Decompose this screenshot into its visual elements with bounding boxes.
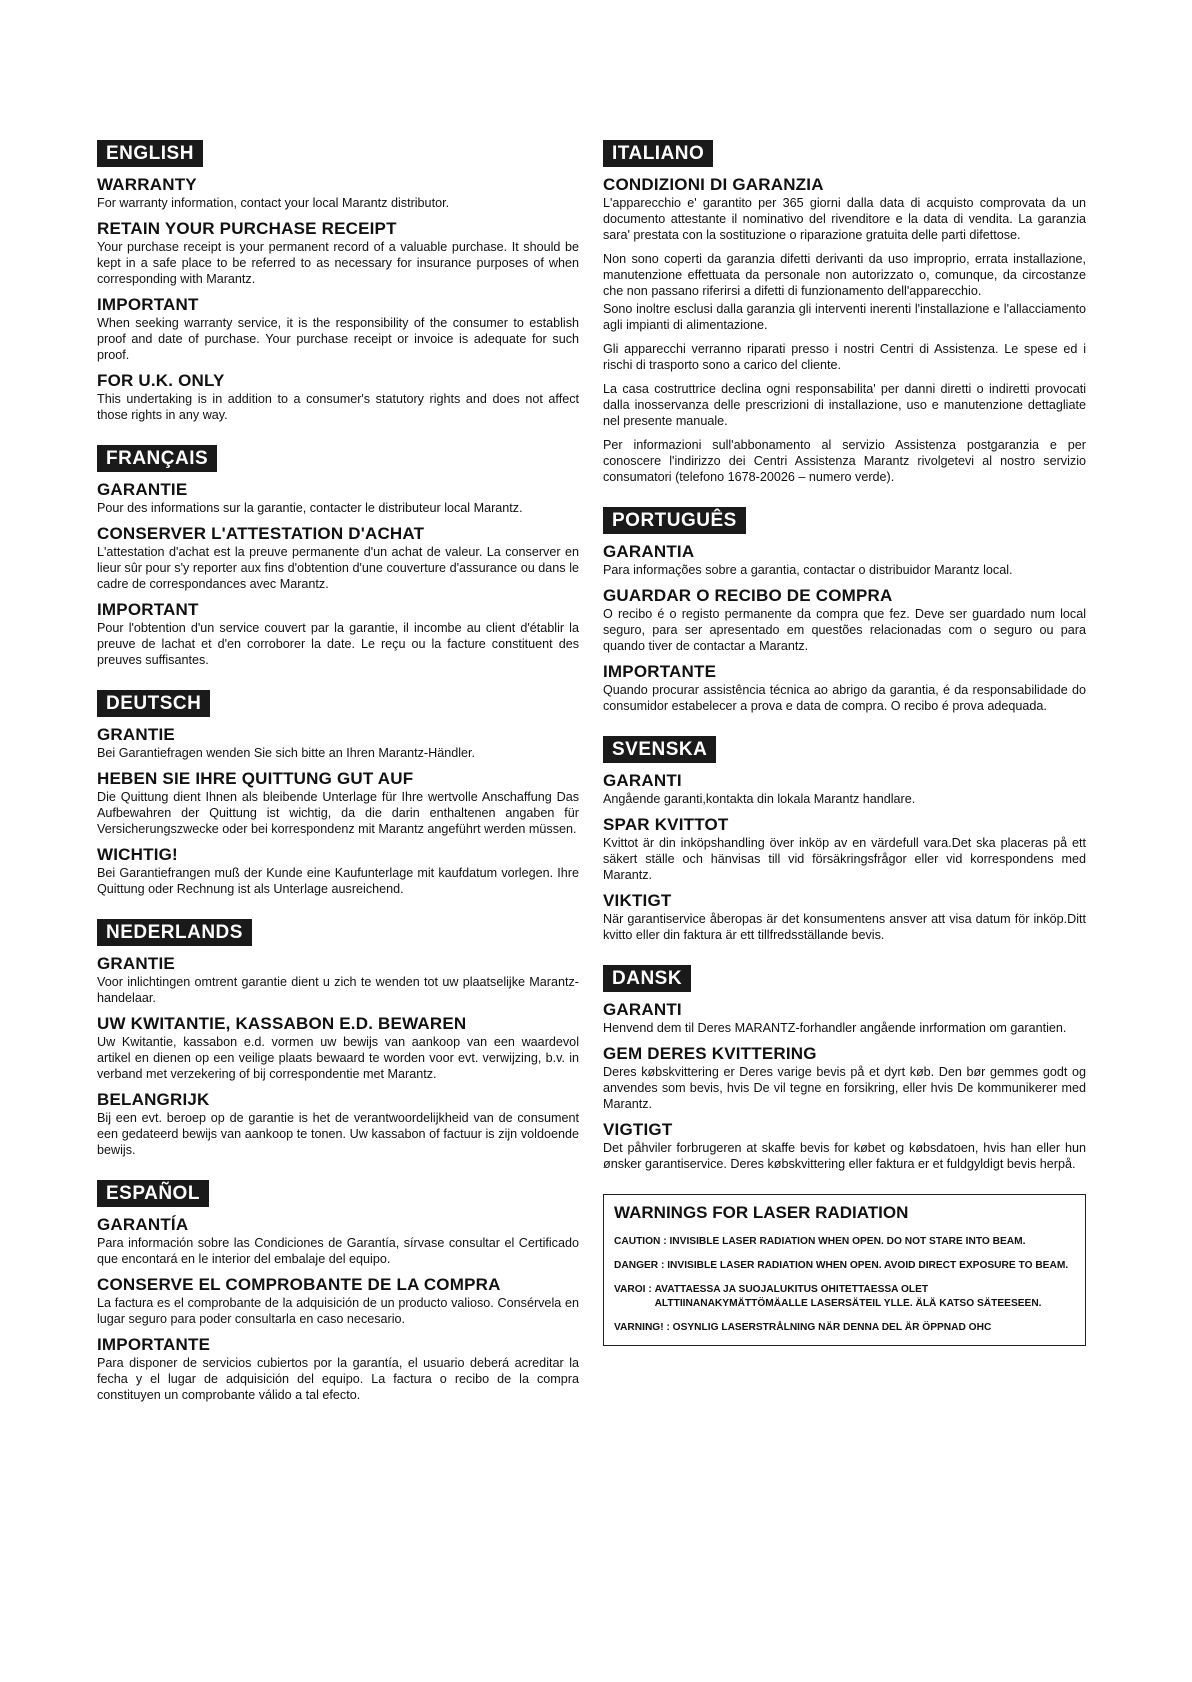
heading-uk-only: FOR U.K. ONLY: [97, 371, 225, 390]
heading-important-fr: IMPORTANT: [97, 600, 199, 619]
text-gem-kvittering: Deres købskvittering er Deres varige bevis på et dyrt køb. Den bør gemmes godt og anvendes som bevis, hvis De vil tegne en forsikring, eller hvis De kommunikerer med Marantz.: [603, 1065, 1086, 1111]
text-uk-only: This undertaking is in addition to a consumer's statutory rights and does not affect those rights in any way.: [97, 392, 579, 422]
heading-recibo: GUARDAR O RECIBO DE COMPRA: [603, 586, 893, 605]
heading-wichtig: WICHTIG!: [97, 845, 178, 864]
text-conserver: L'attestation d'achat est la preuve permanente d'un achat de valeur. La conserver en lieur sûr pour s'y reporter aux fins d'obtention d'une couverture d'assurance ou dans le cadre de correspondances avec Marantz.: [97, 545, 579, 591]
laser-varoi-label: VAROI :: [614, 1284, 652, 1295]
text-garantia-pt: Para informações sobre a garantia, contactar o distribuidor Marantz local.: [603, 563, 1013, 577]
heading-grantie-de: GRANTIE: [97, 725, 175, 744]
laser-caution: CAUTION : INVISIBLE LASER RADIATION WHEN OPEN. DO NOT STARE INTO BEAM.: [614, 1236, 1026, 1247]
heading-gem-kvittering: GEM DERES KVITTERING: [603, 1044, 817, 1063]
laser-danger-text: INVISIBLE LASER RADIATION WHEN OPEN. AVOID DIRECT EXPOSURE TO BEAM.: [667, 1260, 1069, 1271]
text-wichtig: Bei Garantiefrangen muß der Kunde eine Kaufunterlage mit kaufdatum vorlegen. Ihre Quittung oder Rechnung ist als Unterlage ausreichend.: [97, 866, 579, 896]
text-importante-es: Para disponer de servicios cubiertos por la garantía, el usuario deberá acreditar la fecha y el lugar de adquisición del equipo. La factura o recibo de la compra constituyen un comprobante válido a tal efecto.: [97, 1356, 579, 1402]
section-nederlands: [97, 919, 579, 1158]
language-label-espanol: ESPAÑOL: [97, 1180, 209, 1207]
laser-warning-title: WARNINGS FOR LASER RADIATION: [614, 1203, 909, 1222]
text-italiano-1: L'apparecchio e' garantito per 365 giorni dalla data di acquisto comprovata da un documento attestante il nominativo del rivenditore e la data di vendita. La garanzia sara' prestata con la sostituzione o riparazione gratuita delle parti difettose.: [603, 196, 1086, 242]
laser-varoi: [614, 1283, 1075, 1311]
text-warranty: For warranty information, contact your local Marantz distributor.: [97, 196, 450, 210]
laser-danger: [614, 1259, 1075, 1273]
text-kwitantie: Uw Kwitantie, kassabon e.d. vormen uw bewijs van aankoop van een waardevol artikel en dienen op een veilige plaats bewaard te worden voor evt. verwijzing, b.v. in verband met verzekering of bij correspondentie met Marantz.: [97, 1035, 579, 1081]
heading-grantie-nl: GRANTIE: [97, 954, 175, 973]
section-italiano: [603, 140, 1086, 485]
text-grantie-nl: Voor inlichtingen omtrent garantie dient u zich te wenden tot uw plaatselijke Marantz-handelaar.: [97, 975, 579, 1005]
language-label-italiano: ITALIANO: [603, 140, 713, 167]
text-important: When seeking warranty service, it is the responsibility of the consumer to establish proof and date of purchase. Your purchase receipt or invoice is adequate for such proof.: [97, 316, 579, 362]
heading-garantia-es: GARANTÍA: [97, 1215, 189, 1234]
heading-vigtigt: VIGTIGT: [603, 1120, 673, 1139]
section-english: [97, 140, 579, 423]
text-important-fr: Pour l'obtention d'un service couvert par la garantie, il incombe au client d'établir la preuve de lachat et d'en corroborer la date. Le reçu ou la facture constituent des preuves suffisantes.: [97, 621, 579, 667]
text-italiano-5: La casa costruttrice declina ogni responsabilita' per danni diretti o indiretti provocati dalla inosservanza delle prescrizioni di installazione, uso e manutenzione dettagliate nel presente manuale.: [603, 382, 1086, 428]
text-italiano-2: Non sono coperti da garanzia difetti derivanti da uso improprio, errata installazione, manutenzione effettuata da personale non autorizzato o, comunque, da circostanze che non passano riferirsi a difetti di funzionamento dell'apparecchio.: [603, 252, 1086, 298]
heading-garantia-pt: GARANTIA: [603, 542, 695, 561]
section-dansk: [603, 965, 1086, 1172]
laser-warning-box: [603, 1194, 1086, 1346]
heading-kwitantie: UW KWITANTIE, KASSABON E.D. BEWAREN: [97, 1014, 467, 1033]
text-garanti-sv: Angående garanti,kontakta din lokala Marantz handlare.: [603, 792, 916, 806]
section-deutsch: [97, 690, 579, 897]
laser-varning: VARNING! : OSYNLIG LASERSTRÅLNING NÄR DENNA DEL ÄR ÖPPNAD OHC: [614, 1322, 992, 1333]
language-label-nederlands: NEDERLANDS: [97, 919, 252, 946]
language-label-svenska: SVENSKA: [603, 736, 716, 763]
text-quittung: Die Quittung dient Ihnen als bleibende Unterlage für Ihre wertvolle Anschaffung Das Aufbewahren der Quittung ist wichtig, da die darin enthaltenen angaben für Versicherungszwecke oder bei korrespondenz mit Marantz angeführt werden müssen.: [97, 790, 579, 836]
text-italiano-3: Sono inoltre esclusi dalla garanzia gli interventi inerenti l'installazione e l'allacciamento agli impianti di alimentazione.: [603, 302, 1086, 332]
text-importante-pt: Quando procurar assistência técnica ao abrigo da garantia, é da responsabilidade do consumidor estabelecer a prova e data de compra. O recibo é prova adequada.: [603, 683, 1086, 713]
right-column: [603, 140, 1086, 1346]
heading-retain-receipt: RETAIN YOUR PURCHASE RECEIPT: [97, 219, 397, 238]
heading-spar-kvittot: SPAR KVITTOT: [603, 815, 729, 834]
laser-danger-label: DANGER :: [614, 1260, 665, 1271]
text-vigtigt: Det påhviler forbrugeren at skaffe bevis for købet og købsdatoen, hvis han eller hun ønsker garantiservice. Deres købskvittering eller faktura er et fuldgyldigt bevis herpå.: [603, 1141, 1086, 1171]
heading-important: IMPORTANT: [97, 295, 199, 314]
language-label-deutsch: DEUTSCH: [97, 690, 210, 717]
text-garantie: Pour des informations sur la garantie, contacter le distributeur local Marantz.: [97, 501, 523, 515]
heading-garantie: GARANTIE: [97, 480, 188, 499]
text-garantia-es: Para información sobre las Condiciones de Garantía, sírvase consultar el Certificado que encontará en le interior del embalaje del equipo.: [97, 1236, 579, 1266]
language-label-portugues: PORTUGUÊS: [603, 507, 746, 534]
text-viktigt: När garantiservice åberopas är det konsumentens ansver att visa datum för inköp.Ditt kvitto eller din faktura är ett tillfredsställande bevis.: [603, 912, 1086, 942]
laser-varoi-text: AVATTAESSA JA SUOJALUKITUS OHITETTAESSA OLET ALTTIINANAKYMÄTTÖMÄALLE LASERSÄTEIL YLLE. ÄLÄ KATSO SÄTEESEEN.: [654, 1284, 1042, 1309]
text-italiano-4: Gli apparecchi verranno riparati presso i nostri Centri di Assistenza. Le spese ed i rischi di trasporto sono a carico del cliente.: [603, 342, 1086, 372]
text-belangrijk: Bij een evt. beroep op de garantie is het de verantwoordelijkheid van de consument een gedateerd bewijs van aankoop te tonen. Uw kassabon of factuur is zijn voldoende bewijs.: [97, 1111, 579, 1157]
heading-garanti-da: GARANTI: [603, 1000, 682, 1019]
language-label-dansk: DANSK: [603, 965, 691, 992]
heading-garanti-sv: GARANTI: [603, 771, 682, 790]
heading-quittung: HEBEN SIE IHRE QUITTUNG GUT AUF: [97, 769, 414, 788]
section-svenska: [603, 736, 1086, 943]
heading-conserver: CONSERVER L'ATTESTATION D'ACHAT: [97, 524, 425, 543]
left-column: [97, 140, 579, 1425]
heading-importante-es: IMPORTANTE: [97, 1335, 211, 1354]
heading-importante-pt: IMPORTANTE: [603, 662, 717, 681]
text-comprobante: La factura es el comprobante de la adquisición de un producto valioso. Consérvela en lugar seguro para poder consultarla en caso necesario.: [97, 1296, 579, 1326]
text-spar-kvittot: Kvittot är din inköpshandling över inköp av en värdefull vara.Det ska placeras på ett säkert ställe och hänvisas till vid försäkringsfrågor eller vid korrespondens med Marantz.: [603, 836, 1086, 882]
heading-belangrijk: BELANGRIJK: [97, 1090, 210, 1109]
heading-warranty: WARRANTY: [97, 175, 197, 194]
section-espanol: [97, 1180, 579, 1403]
section-francais: [97, 445, 579, 668]
heading-viktigt: VIKTIGT: [603, 891, 672, 910]
text-retain-receipt: Your purchase receipt is your permanent record of a valuable purchase. It should be kept in a safe place to be referred to as necessary for insurance purposes of when corresponding with Marantz.: [97, 240, 579, 286]
language-label-francais: FRANÇAIS: [97, 445, 217, 472]
text-grantie-de: Bei Garantiefragen wenden Sie sich bitte an Ihren Marantz-Händler.: [97, 746, 476, 760]
text-garanti-da: Henvend dem til Deres MARANTZ-forhandler angående inrformation om garantien.: [603, 1021, 1067, 1035]
text-italiano-6: Per informazioni sull'abbonamento al servizio Assistenza postgaranzia e per conoscere l'indirizzo dei Centri Assistenza Marantz rivolgetevi al nostro servizio consumatori (telefono 1678-20026 – numero verde).: [603, 438, 1086, 484]
heading-condizioni: CONDIZIONI DI GARANZIA: [603, 175, 824, 194]
heading-comprobante: CONSERVE EL COMPROBANTE DE LA COMPRA: [97, 1275, 501, 1294]
text-recibo: O recibo é o registo permanente da compra que fez. Deve ser guardado num local seguro, para ser apresentado em questões relacionadas com o seguro ou para quando tiver de contactar a Marantz.: [603, 607, 1086, 653]
section-portugues: [603, 507, 1086, 714]
language-label-english: ENGLISH: [97, 140, 203, 167]
